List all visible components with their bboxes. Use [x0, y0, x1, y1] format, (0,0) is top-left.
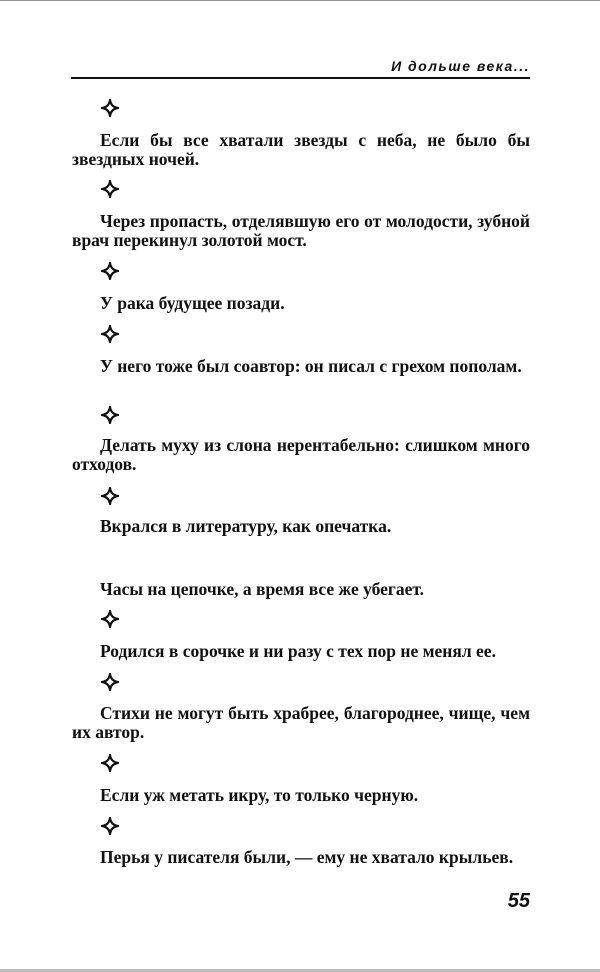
star-separator-icon: [101, 487, 119, 505]
star-separator-icon: [101, 262, 119, 280]
star-separator-icon: [101, 406, 119, 424]
aphorism-text: У рака будущее позади.: [100, 293, 285, 313]
aphorism-text: Делать муху из слона нерентабельно: слишком много отходов.: [72, 435, 530, 474]
running-head: И дольше века...: [391, 58, 530, 74]
aphorism-text: Родился в сорочке и ни разу с тех пор не менял ее.: [100, 641, 496, 661]
page-number: 55: [507, 890, 530, 912]
star-separator-icon: [101, 325, 119, 343]
aphorism-text: Перья у писателя были, — ему не хватало крыльев.: [100, 847, 514, 867]
aphorism-text: Если бы все хватали звезды с неба, не было бы звездных ночей.: [72, 130, 530, 169]
star-separator-icon: [101, 180, 119, 198]
star-separator-icon: [101, 99, 119, 117]
star-separator-icon: [101, 817, 119, 835]
star-separator-icon: [101, 754, 119, 772]
aphorism-text: Стихи не могут быть храбрее, благороднее, чище, чем их автор.: [72, 703, 530, 742]
aphorism-text: Вкрался в литературу, как опечатка.: [100, 516, 392, 536]
page-top-edge: [0, 0, 600, 1]
aphorism-text: Через пропасть, отделявшую его от молодости, зубной врач перекинул золотой мост.: [72, 211, 530, 250]
header-rule: [71, 77, 530, 79]
star-separator-icon: [101, 673, 119, 691]
star-separator-icon: [101, 610, 119, 628]
aphorism-text: Если уж метать икру, то только черную.: [100, 785, 419, 805]
aphorism-text: Часы на цепочке, а время все же убегает.: [100, 579, 425, 599]
aphorism-text: У него тоже был соавтор: он писал с грехом пополам.: [100, 356, 522, 376]
